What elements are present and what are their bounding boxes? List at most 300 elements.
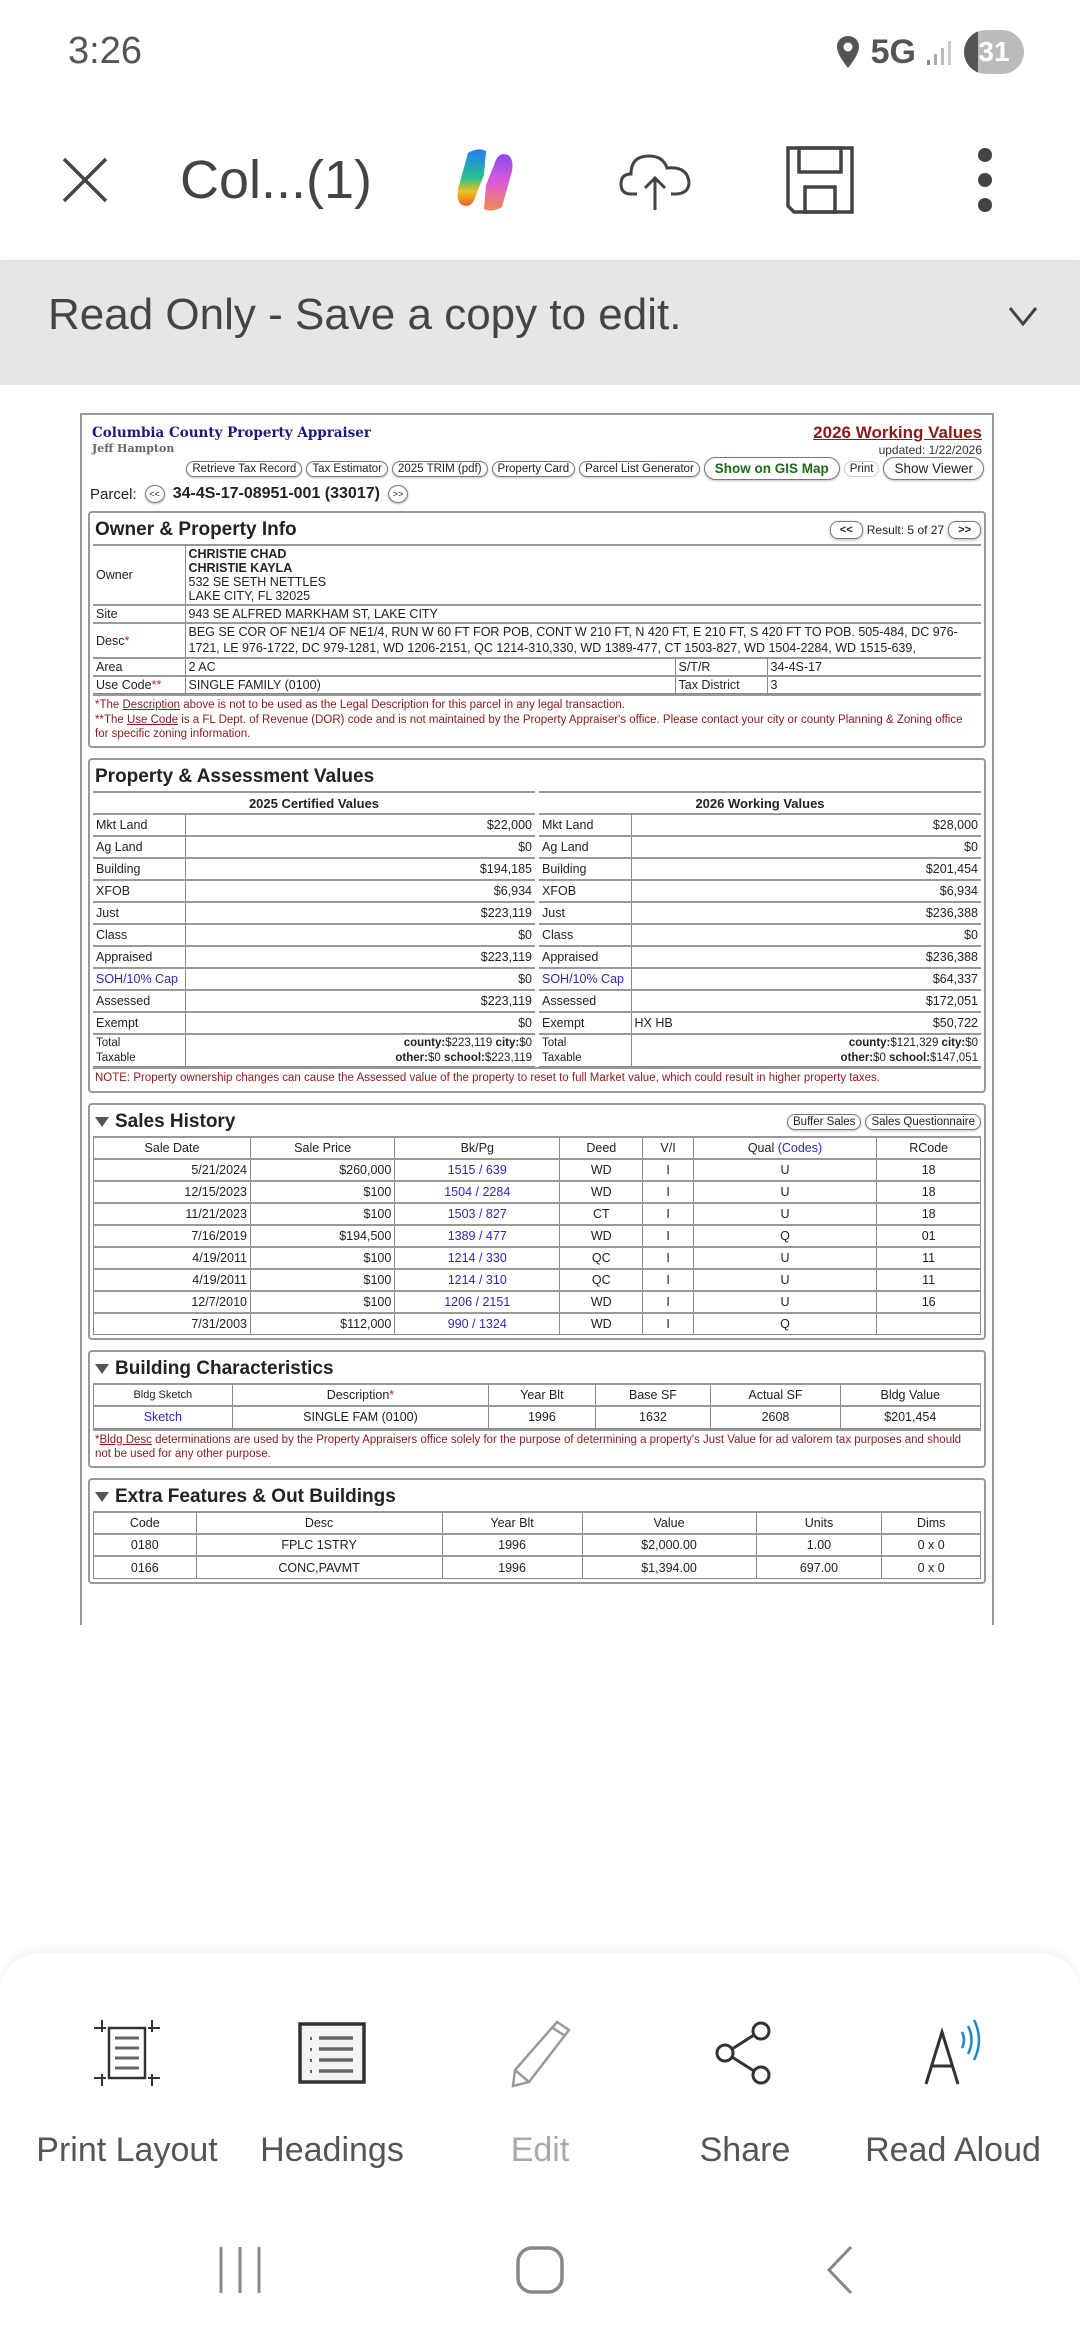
col-bk-pg: Bk/Pg: [395, 1137, 560, 1159]
header-buttons: [186, 457, 984, 480]
building-toggle[interactable]: [93, 1355, 981, 1383]
col-bldg-sketch: Bldg Sketch: [94, 1384, 233, 1406]
value-row: [93, 990, 535, 1012]
value-amount: $0: [185, 968, 535, 990]
table-cell: I: [643, 1313, 693, 1335]
table-cell: 0 x 0: [882, 1556, 981, 1578]
total-taxable-value: county:$223,119 city:$0 other:$0 school:$223,119: [185, 1034, 535, 1066]
exemption-code: [631, 836, 676, 858]
system-nav-bar: [0, 2210, 1080, 2340]
table-cell: Q: [693, 1313, 877, 1335]
table-cell: 1996: [442, 1556, 582, 1578]
appraiser-header: [88, 421, 986, 481]
home-icon: [515, 2245, 565, 2295]
table-cell: $260,000: [250, 1159, 394, 1181]
table-cell: 1996: [442, 1534, 582, 1556]
value-label: Just: [539, 902, 631, 924]
sales-table: [93, 1136, 981, 1336]
owner-name-2: CHRISTIE KAYLA: [188, 561, 293, 575]
section-title: Owner & Property Info: [95, 519, 297, 540]
table-cell: CONC,PAVMT: [196, 1556, 442, 1578]
table-cell: Q: [693, 1225, 877, 1247]
owner-label: Owner: [93, 545, 185, 605]
value-row: [539, 880, 981, 902]
table-cell: 18: [877, 1203, 981, 1225]
value-row: [539, 990, 981, 1012]
owner-info-table: [93, 544, 981, 694]
value-label: Building: [539, 858, 631, 880]
table-cell: 7/31/2003: [94, 1313, 251, 1335]
col-description: Description*: [232, 1384, 489, 1406]
col-year-blt: Year Blt: [489, 1384, 595, 1406]
table-row: [94, 1159, 981, 1181]
table-cell: U: [693, 1181, 877, 1203]
cloud-upload-button[interactable]: [610, 100, 700, 260]
table-cell: 4/19/2011: [94, 1269, 251, 1291]
read-only-message: Read Only - Save a copy to edit.: [48, 290, 682, 339]
location-icon: [835, 35, 861, 69]
use-code-link[interactable]: Use Code: [126, 713, 179, 726]
value-amount: $223,119: [185, 946, 535, 968]
table-cell: I: [643, 1203, 693, 1225]
table-cell: $100: [250, 1181, 394, 1203]
network-type: 5G: [870, 32, 916, 71]
total-taxable-row: [93, 1034, 535, 1066]
table-cell: U: [693, 1203, 877, 1225]
copilot-icon: [450, 145, 520, 215]
table-row: [94, 1225, 981, 1247]
print-layout-label: Print Layout: [36, 2131, 218, 2169]
share-button[interactable]: [645, 2003, 845, 2171]
table-cell: 2608: [711, 1406, 840, 1428]
table-cell: 0 x 0: [882, 1534, 981, 1556]
value-amount: $0: [185, 836, 535, 858]
description-link[interactable]: Description: [122, 699, 181, 712]
table-cell: WD: [560, 1181, 643, 1203]
value-amount: $6,934: [676, 880, 981, 902]
value-row: [539, 968, 981, 990]
table-cell: 1632: [595, 1406, 711, 1428]
table-cell: U: [693, 1269, 877, 1291]
recent-apps-icon: [217, 2245, 263, 2295]
headings-label: Headings: [260, 2131, 404, 2169]
description-disclaimer: *The Description above is not to be used as the Legal Description for this parcel in any legal transaction. **The Use Code is a FL Dept. of Revenue (DOR) code and is not maintained by the Property Appraiser's office. Please contact your city or county Planning & Zoning office for specific zoning information.: [93, 694, 981, 743]
updated-date: updated: 1/22/2026: [878, 443, 982, 457]
value-amount: $236,388: [676, 946, 981, 968]
value-row: [539, 924, 981, 946]
value-label: Ag Land: [539, 836, 631, 858]
section-title: Property & Assessment Values: [95, 766, 375, 788]
table-row: [94, 1556, 981, 1578]
copilot-button[interactable]: [440, 100, 530, 260]
table-link[interactable]: 990 / 1324: [395, 1313, 560, 1335]
table-cell: $194,500: [250, 1225, 394, 1247]
table-cell: WD: [560, 1291, 643, 1313]
value-amount: $201,454: [676, 858, 981, 880]
battery-level: 31: [978, 36, 1010, 67]
value-row: [539, 814, 981, 836]
signal-icon: [926, 38, 954, 66]
table-cell: FPLC 1STRY: [196, 1534, 442, 1556]
table-link[interactable]: 1206 / 2151: [395, 1291, 560, 1313]
table-cell: [877, 1313, 981, 1335]
recent-apps-button[interactable]: [200, 2230, 280, 2310]
trim-pdf-button[interactable]: 2025 TRIM (pdf): [392, 461, 488, 477]
headings-button[interactable]: [232, 2003, 432, 2171]
table-cell: WD: [560, 1225, 643, 1247]
close-icon: [60, 155, 110, 205]
expand-banner-button[interactable]: [1006, 298, 1040, 337]
value-label: Just: [93, 902, 185, 924]
table-cell: $100: [250, 1247, 394, 1269]
value-label: Mkt Land: [539, 814, 631, 836]
exemption-code: [631, 814, 676, 836]
table-cell: WD: [560, 1313, 643, 1335]
parcel-id: 34-4S-17-08951-001 (33017): [172, 485, 380, 502]
value-row: [93, 836, 535, 858]
table-link[interactable]: 1214 / 310: [395, 1269, 560, 1291]
exemption-code: [631, 858, 676, 880]
col-sale-date: Sale Date: [94, 1137, 251, 1159]
edit-button[interactable]: [440, 2003, 640, 2171]
home-button[interactable]: [500, 2230, 580, 2310]
table-cell: I: [643, 1291, 693, 1313]
table-cell: 5/21/2024: [94, 1159, 251, 1181]
bldg-desc-link[interactable]: Bldg Desc: [99, 1433, 152, 1446]
use-code-value: SINGLE FAMILY (0100): [185, 676, 675, 694]
extra-features-toggle[interactable]: [93, 1483, 981, 1511]
retrieve-tax-record-button[interactable]: Retrieve Tax Record: [186, 461, 302, 477]
col-deed: Deed: [560, 1137, 643, 1159]
close-button[interactable]: [40, 100, 130, 260]
value-row: [539, 946, 981, 968]
value-label[interactable]: SOH/10% Cap: [539, 968, 631, 990]
table-cell: 697.00: [756, 1556, 882, 1578]
exemption-code: [631, 880, 676, 902]
working-values-table: [539, 791, 981, 1067]
value-row: [539, 836, 981, 858]
appraiser-name: Jeff Hampton: [92, 442, 175, 455]
table-link[interactable]: 1503 / 827: [395, 1203, 560, 1225]
table-cell: U: [693, 1247, 877, 1269]
desc-label-text: Desc: [96, 633, 125, 648]
table-cell: 16: [877, 1291, 981, 1313]
status-time: 3:26: [68, 30, 142, 72]
table-cell: $2,000.00: [582, 1534, 756, 1556]
owner-property-info-section: [88, 511, 986, 748]
table-cell: 0166: [94, 1556, 197, 1578]
total-taxable-value: county:$121,329 city:$0 other:$0 school:$147,051: [631, 1034, 981, 1066]
sales-history-section: [88, 1103, 986, 1341]
table-row: [94, 1181, 981, 1203]
document-title[interactable]: Col...(1): [180, 150, 373, 210]
table-cell: 12/15/2023: [94, 1181, 251, 1203]
table-row: [94, 1406, 981, 1428]
site-value: 943 SE ALFRED MARKHAM ST, LAKE CITY: [185, 605, 981, 623]
tax-district-value: 3: [767, 676, 981, 694]
table-cell: I: [643, 1247, 693, 1269]
building-characteristics-section: [88, 1350, 986, 1468]
table-link[interactable]: Sketch: [94, 1406, 233, 1428]
value-label: Mkt Land: [93, 814, 185, 836]
value-row: [93, 902, 535, 924]
table-cell: SINGLE FAM (0100): [232, 1406, 489, 1428]
value-amount: $172,051: [676, 990, 981, 1012]
app-toolbar: [0, 100, 1080, 260]
exemption-code: [631, 924, 676, 946]
document-page: [80, 413, 994, 1625]
exemption-code: [631, 946, 676, 968]
table-row: [94, 1313, 981, 1335]
value-label: Appraised: [539, 946, 631, 968]
col-value: Value: [582, 1512, 756, 1534]
assessment-values-section: [88, 758, 986, 1092]
result-count: Result: 5 of 27: [866, 523, 945, 537]
value-amount: $64,337: [676, 968, 981, 990]
col-qual: Qual (Codes): [693, 1137, 877, 1159]
owner-name-1: CHRISTIE CHAD: [188, 547, 287, 561]
table-cell: $1,394.00: [582, 1556, 756, 1578]
extra-features-table: [93, 1511, 981, 1579]
use-code-label-text: Use Code: [96, 678, 152, 693]
table-row: [94, 1203, 981, 1225]
value-label: Exempt: [539, 1012, 631, 1034]
table-row: [94, 1247, 981, 1269]
col-rcode: RCode: [877, 1137, 981, 1159]
share-label: Share: [699, 2131, 791, 2169]
table-cell: 0180: [94, 1534, 197, 1556]
site-label: Site: [93, 605, 185, 623]
prev-result-button[interactable]: <<: [830, 521, 863, 539]
value-amount: $236,388: [676, 902, 981, 924]
exemption-code: [631, 990, 676, 1012]
col-year-blt: Year Blt: [442, 1512, 582, 1534]
parcel-label: Parcel:: [90, 485, 137, 503]
table-cell: WD: [560, 1159, 643, 1181]
headings-icon: [297, 2021, 367, 2085]
table-row: [94, 1291, 981, 1313]
area-label: Area: [93, 658, 185, 676]
tax-estimator-button[interactable]: Tax Estimator: [306, 461, 388, 477]
table-cell: $112,000: [250, 1313, 394, 1335]
table-cell: 12/7/2010: [94, 1291, 251, 1313]
value-row: [93, 858, 535, 880]
table-cell: 4/19/2011: [94, 1247, 251, 1269]
table-cell: $100: [250, 1291, 394, 1313]
building-disclaimer: *Bldg Desc determinations are used by the Property Appraisers office solely for the purpose of determining a property's Just Value for ad valorem tax purposes and should not be used for any other purpose.: [93, 1429, 981, 1464]
value-amount: $0: [676, 836, 981, 858]
more-options-button[interactable]: [950, 100, 1020, 260]
value-amount: $50,722: [676, 1012, 981, 1034]
parcel-line: [88, 481, 986, 507]
status-icons: [835, 30, 1024, 74]
table-cell: I: [643, 1159, 693, 1181]
col-dims: Dims: [882, 1512, 981, 1534]
value-label: XFOB: [539, 880, 631, 902]
exemption-code: [631, 902, 676, 924]
sales-history-toggle[interactable]: [93, 1108, 237, 1136]
sales-questionnaire-button[interactable]: Sales Questionnaire: [865, 1114, 981, 1130]
exemption-code: [631, 968, 676, 990]
use-code-label: Use Code**: [93, 676, 185, 694]
value-amount: $223,119: [185, 990, 535, 1012]
tax-district-label: Tax District: [675, 676, 767, 694]
area-value: 2 AC: [185, 658, 675, 676]
read-aloud-label: Read Aloud: [865, 2131, 1041, 2169]
collapse-triangle-icon: [95, 1117, 109, 1127]
table-cell: 11/21/2023: [94, 1203, 251, 1225]
table-cell: 18: [877, 1181, 981, 1203]
table-cell: 1996: [489, 1406, 595, 1428]
table-cell: 7/16/2019: [94, 1225, 251, 1247]
section-title: Extra Features & Out Buildings: [115, 1486, 396, 1508]
value-label: Appraised: [93, 946, 185, 968]
value-label: Assessed: [539, 990, 631, 1012]
desc-label: Desc*: [93, 623, 185, 658]
codes-link[interactable]: (Codes): [777, 1140, 823, 1155]
value-label: XFOB: [93, 880, 185, 902]
value-label: Class: [539, 924, 631, 946]
status-bar: [0, 0, 1080, 100]
table-cell: U: [693, 1159, 877, 1181]
value-label: Building: [93, 858, 185, 880]
col-vi: V/I: [643, 1137, 693, 1159]
value-row: [539, 902, 981, 924]
cloud-upload-icon: [617, 148, 693, 212]
value-row: [93, 814, 535, 836]
table-row: [94, 1269, 981, 1291]
save-button[interactable]: [775, 100, 865, 260]
value-amount: $22,000: [185, 814, 535, 836]
col-units: Units: [756, 1512, 882, 1534]
table-cell: I: [643, 1225, 693, 1247]
value-row: [93, 880, 535, 902]
value-amount: $28,000: [676, 814, 981, 836]
prev-parcel-button[interactable]: <<: [145, 485, 165, 503]
table-cell: $100: [250, 1203, 394, 1225]
total-taxable-label: Total Taxable: [539, 1034, 631, 1066]
print-layout-icon: [92, 2018, 162, 2088]
table-cell: CT: [560, 1203, 643, 1225]
table-cell: QC: [560, 1247, 643, 1269]
battery-indicator: [964, 30, 1024, 74]
col-bldg-value: Bldg Value: [840, 1384, 980, 1406]
table-cell: 18: [877, 1159, 981, 1181]
print-button[interactable]: Print: [844, 461, 880, 477]
property-card-button[interactable]: Property Card: [492, 461, 576, 477]
str-label: S/T/R: [675, 658, 767, 676]
table-cell: 01: [877, 1225, 981, 1247]
back-button[interactable]: [800, 2230, 880, 2310]
table-row: [94, 1534, 981, 1556]
table-link[interactable]: 1214 / 330: [395, 1247, 560, 1269]
collapse-triangle-icon: [95, 1492, 109, 1502]
section-title: Building Characteristics: [115, 1358, 334, 1379]
read-only-banner[interactable]: [0, 260, 1080, 385]
back-icon: [825, 2245, 855, 2295]
total-taxable-label: Total Taxable: [93, 1034, 185, 1066]
table-link[interactable]: 1504 / 2284: [395, 1181, 560, 1203]
value-label[interactable]: SOH/10% Cap: [93, 968, 185, 990]
save-icon: [785, 145, 855, 215]
owner-value: [185, 545, 981, 605]
value-label: Assessed: [93, 990, 185, 1012]
table-cell: I: [643, 1269, 693, 1291]
certified-values-table: [93, 791, 535, 1067]
col-code: Code: [94, 1512, 197, 1534]
col-base-sf: Base SF: [595, 1384, 711, 1406]
value-amount: $0: [676, 924, 981, 946]
extra-features-section: [88, 1478, 986, 1584]
assessment-note: NOTE: Property ownership changes can cause the Assessed value of the property to reset to full Market value, which could result in higher property taxes.: [93, 1067, 981, 1087]
table-cell: $100: [250, 1269, 394, 1291]
edit-label: Edit: [510, 2131, 570, 2169]
col-sale-price: Sale Price: [250, 1137, 394, 1159]
print-layout-button[interactable]: [27, 2003, 227, 2171]
table-cell: $201,454: [840, 1406, 980, 1428]
col-actual-sf: Actual SF: [711, 1384, 840, 1406]
value-amount: $0: [185, 1012, 535, 1034]
table-link[interactable]: 1389 / 477: [395, 1225, 560, 1247]
building-table: [93, 1383, 981, 1429]
table-cell: QC: [560, 1269, 643, 1291]
table-cell: 11: [877, 1269, 981, 1291]
share-icon: [713, 2020, 777, 2086]
value-label: Class: [93, 924, 185, 946]
value-row: [93, 968, 535, 990]
value-label: Exempt: [93, 1012, 185, 1034]
value-amount: $223,119: [185, 902, 535, 924]
working-values-header: 2026 Working Values: [539, 792, 981, 814]
str-value: 34-4S-17: [767, 658, 981, 676]
chevron-down-icon: [1006, 298, 1040, 332]
table-cell: 1.00: [756, 1534, 882, 1556]
show-on-gis-map-button[interactable]: Show on GIS Map: [704, 457, 840, 480]
working-values-link[interactable]: 2026 Working Values: [813, 423, 982, 442]
parcel-list-generator-button[interactable]: Parcel List Generator: [579, 461, 700, 477]
value-row: [93, 946, 535, 968]
read-aloud-icon: [918, 2018, 988, 2088]
table-cell: I: [643, 1181, 693, 1203]
value-row: [93, 1012, 535, 1034]
value-amount: $6,934: [185, 880, 535, 902]
exemption-code: HX HB: [631, 1012, 676, 1034]
read-aloud-button[interactable]: [853, 2003, 1053, 2171]
value-amount: $194,185: [185, 858, 535, 880]
total-taxable-row: [539, 1034, 981, 1066]
document-canvas[interactable]: [0, 385, 1080, 1945]
table-cell: 11: [877, 1247, 981, 1269]
buffer-sales-button[interactable]: Buffer Sales: [787, 1114, 861, 1130]
show-viewer-button[interactable]: Show Viewer: [883, 457, 984, 480]
pencil-icon: [507, 2018, 573, 2088]
collapse-triangle-icon: [95, 1364, 109, 1374]
next-result-button[interactable]: >>: [948, 521, 981, 539]
table-link[interactable]: 1515 / 639: [395, 1159, 560, 1181]
desc-value: BEG SE COR OF NE1/4 OF NE1/4, RUN W 60 FT FOR POB, CONT W 210 FT, N 420 FT, E 210 FT, S 420 FT TO POB. 505-484, DC 976-1721, LE 976-1722, DC 979-1281, WD 1206-2151, QC 1214-310,330, WD 1389-477, CT 1503-827, WD 1504-2284, WD 1515-639,: [185, 623, 981, 658]
value-row: [539, 1012, 981, 1034]
more-vert-icon: [975, 147, 995, 213]
org-name: Columbia County Property Appraiser: [92, 425, 371, 441]
next-parcel-button[interactable]: >>: [388, 485, 408, 503]
owner-address-1: 532 SE SETH NETTLES: [188, 575, 327, 589]
value-label: Ag Land: [93, 836, 185, 858]
value-row: [93, 924, 535, 946]
table-cell: U: [693, 1291, 877, 1313]
section-title: Sales History: [115, 1110, 236, 1132]
col-desc: Desc: [196, 1512, 442, 1534]
owner-address-2: LAKE CITY, FL 32025: [188, 589, 311, 603]
